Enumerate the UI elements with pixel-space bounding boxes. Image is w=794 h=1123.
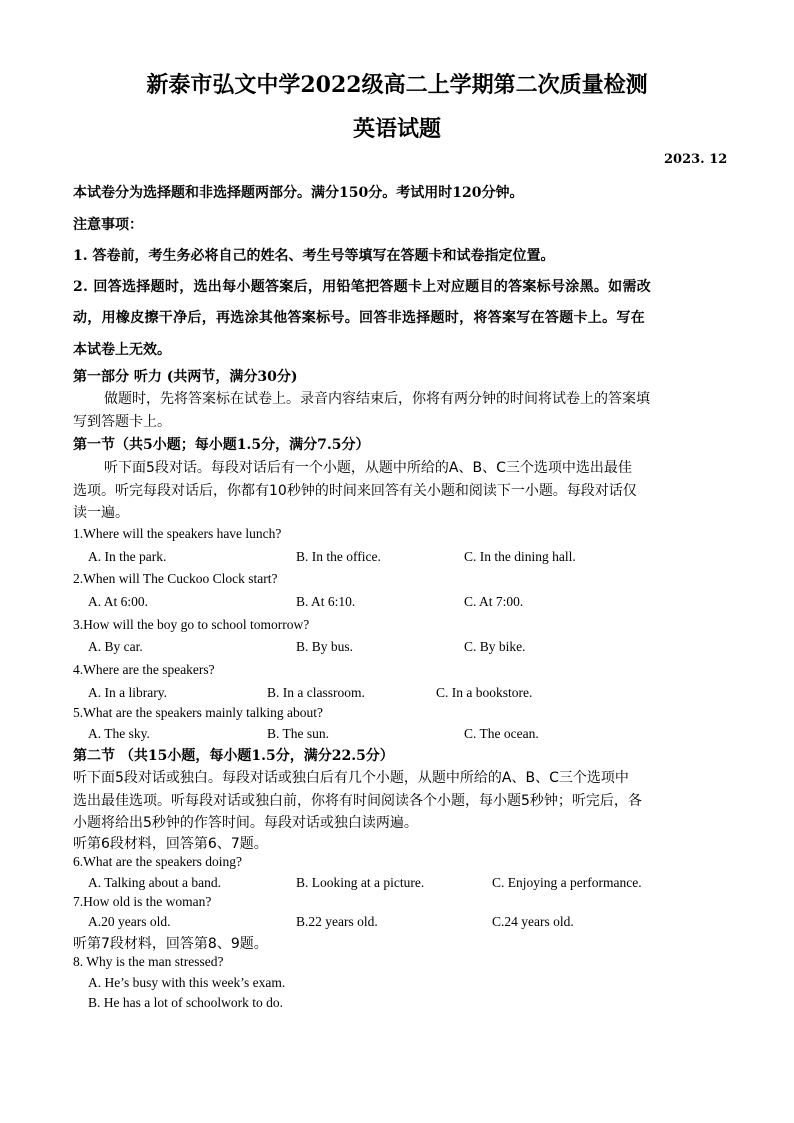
material-7-instruction: 听第7段材料，回答第8、9题。 (73, 936, 268, 952)
section1-desc-line-3: 读一遍。 (73, 505, 129, 521)
question-7-option-a: A.20 years old. (88, 914, 171, 929)
exam-subtitle: 英语试题 (352, 116, 441, 142)
question-4-option-a: A. In a library. (88, 685, 167, 700)
notice-item-1: 1. 答卷前，考生务必将自己的姓名、考生号等填写在答题卡和试卷指定位置。 (73, 248, 555, 264)
section1-title: 第一节（共5小题；每小题1.5分，满分7.5分） (73, 437, 370, 453)
question-1-option-c: C. In the dining hall. (464, 549, 576, 564)
question-6: 6.What are the speakers doing? (73, 854, 243, 869)
material-6-instruction: 听第6段材料，回答第6、7题。 (73, 836, 268, 852)
intro-line: 本试卷分为选择题和非选择题两部分。满分150分。考试用时120分钟。 (73, 185, 524, 201)
question-2-option-a: A. At 6:00. (88, 594, 149, 609)
section2-title: 第二节 （共15小题，每小题1.5分，满分22.5分） (73, 748, 394, 764)
question-4-option-b: B. In a classroom. (267, 685, 365, 700)
notice-title: 注意事项： (73, 217, 143, 233)
question-2: 2.When will The Cuckoo Clock start? (73, 571, 278, 586)
notice-item-2-line-2: 动，用橡皮擦干净后，再选涂其他答案标号。回答非选择题时，将答案写在答题卡上。写在 (73, 310, 645, 326)
section1-desc-line-1: 听下面5段对话。每段对话后有一个小题，从题中所给的A、B、C三个选项中选出最佳 (104, 460, 632, 476)
question-2-option-b: B. At 6:10. (296, 594, 356, 609)
notice-item-2-line-3: 本试卷上无效。 (73, 342, 171, 358)
question-4-option-c: C. In a bookstore. (436, 685, 533, 700)
section1-desc-line-2: 选项。听完每段对话后，你都有10秒钟的时间来回答有关小题和阅读下一小题。每段对话仅 (73, 483, 637, 499)
question-7: 7.How old is the woman? (73, 894, 212, 909)
notice-item-2-line-1: 2. 回答选择题时，选出每小题答案后，用铅笔把答题卡上对应题目的答案标号涂黑。如需改 (73, 279, 652, 295)
section2-desc-line-1: 听下面5段对话或独白。每段对话或独白后有几个小题，从题中所给的A、B、C三个选项中 (73, 770, 629, 786)
question-7-option-b: B.22 years old. (296, 914, 378, 929)
question-5: 5.What are the speakers mainly talking about? (73, 705, 324, 720)
question-6-option-b: B. Looking at a picture. (296, 875, 425, 890)
exam-date: 2023. 12 (664, 152, 728, 167)
question-6-option-c: C. Enjoying a performance. (492, 875, 642, 890)
question-5-option-a: A. The sky. (88, 726, 150, 741)
part1-title: 第一部分 听力 (共两节，满分30分) (73, 369, 298, 385)
question-7-option-c: C.24 years old. (492, 914, 574, 929)
question-2-option-c: C. At 7:00. (464, 594, 524, 609)
section2-desc-line-2: 选出最佳选项。听每段对话或独白前，你将有时间阅读各个小题，每小题5秒钟；听完后，各 (73, 793, 642, 809)
exam-title: 新泰市弘文中学2022级高二上学期第二次质量检测 (146, 72, 648, 98)
part1-desc-line-1: 做题时，先将答案标在试卷上。录音内容结束后，你将有两分钟的时间将试卷上的答案填 (104, 391, 650, 407)
question-8-option-b: B. He has a lot of schoolwork to do. (88, 995, 283, 1010)
question-3-option-b: B. By bus. (296, 639, 354, 654)
question-3: 3.How will the boy go to school tomorrow? (73, 617, 310, 632)
section2-desc-line-3: 小题将给出5秒钟的作答时间。每段对话或独白读两遍。 (73, 815, 418, 831)
question-5-option-b: B. The sun. (267, 726, 330, 741)
question-1-option-a: A. In the park. (88, 549, 167, 564)
question-3-option-c: C. By bike. (464, 639, 526, 654)
question-6-option-a: A. Talking about a band. (88, 875, 222, 890)
question-8: 8. Why is the man stressed? (73, 954, 224, 969)
question-5-option-c: C. The ocean. (464, 726, 539, 741)
question-1-option-b: B. In the office. (296, 549, 381, 564)
question-1: 1.Where will the speakers have lunch? (73, 526, 282, 541)
question-4: 4.Where are the speakers? (73, 662, 215, 677)
part1-desc-line-2: 写到答题卡上。 (73, 414, 171, 430)
question-3-option-a: A. By car. (88, 639, 143, 654)
question-8-option-a: A. He’s busy with this week’s exam. (88, 975, 286, 990)
